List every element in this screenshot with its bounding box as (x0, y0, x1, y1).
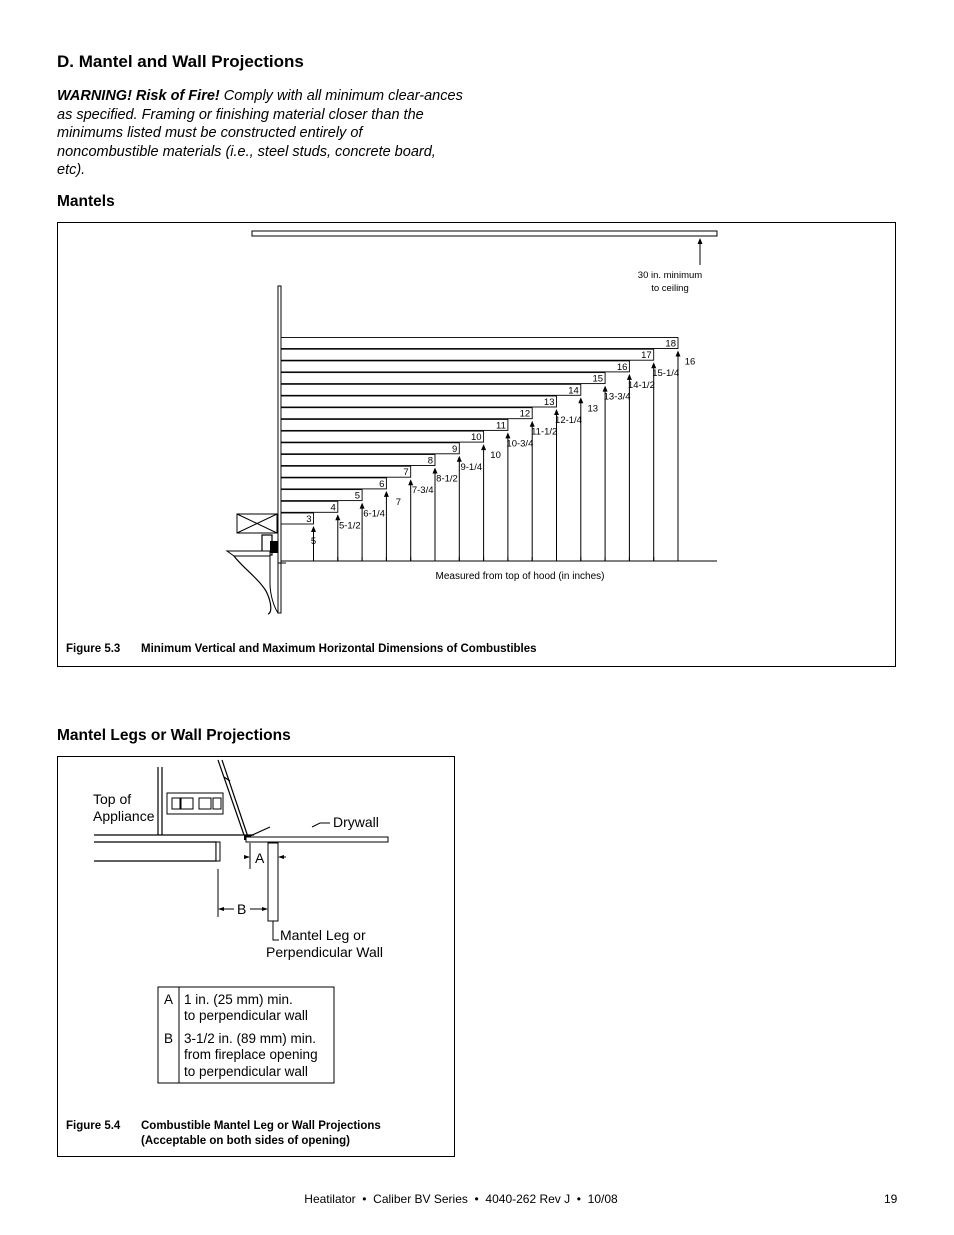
dim-b-label: B (237, 901, 247, 917)
dim-a-label: A (255, 850, 265, 866)
height-label-14: 13 (587, 403, 599, 415)
height-label-9: 9-1/4 (460, 461, 483, 473)
mantel-shelf-9 (281, 443, 459, 454)
table-b-line3: to perpendicular wall (184, 1064, 308, 1079)
mantel-shelf-6 (281, 478, 386, 489)
top-of-appliance-2: Appliance (93, 808, 155, 824)
shelf-depth-label-5: 5 (354, 490, 361, 502)
mantel-shelf-16 (281, 361, 629, 372)
shelf-depth-label-10: 10 (471, 432, 482, 444)
height-arrowhead-3 (311, 526, 316, 532)
mantel-rows (281, 338, 695, 562)
height-label-16: 14-1/2 (627, 379, 655, 391)
page-number: 19 (884, 1192, 898, 1206)
mantel-shelf-14 (281, 384, 581, 395)
height-label-18: 16 (684, 356, 696, 368)
table-key-a: A (164, 992, 174, 1007)
shelf-depth-label-15: 15 (592, 373, 604, 385)
mantel-shelf-12 (281, 408, 532, 419)
height-label-6: 7 (395, 496, 402, 508)
footer-text: Heatilator • Caliber BV Series • 4040-262 Rev J • 10/08 (304, 1192, 618, 1206)
figure-5-3-caption: Minimum Vertical and Maximum Horizontal Dimensions of Combustibles (141, 643, 537, 655)
mantel-shelf-11 (281, 419, 508, 430)
mantel-shelf-8 (281, 455, 435, 466)
height-label-10: 10 (490, 450, 501, 462)
shelf-depth-label-18: 18 (665, 338, 676, 350)
figure-5-3-box (57, 222, 896, 667)
height-label-7: 7-3/4 (411, 485, 434, 497)
mantel-legs-heading: Mantel Legs or Wall Projections (57, 727, 291, 744)
height-label-17: 15-1/4 (652, 368, 680, 380)
shelf-depth-label-7: 7 (403, 467, 409, 479)
figure-5-4-caption-2: (Acceptable on both sides of opening) (141, 1135, 350, 1147)
height-label-12: 11-1/2 (531, 426, 558, 438)
mantel-shelf-15 (281, 373, 605, 384)
mantels-heading: Mantels (57, 193, 115, 210)
ceiling (252, 231, 717, 236)
shelf-depth-label-6: 6 (379, 478, 385, 490)
mantel-clearance-diagram (58, 223, 895, 666)
height-label-3: 5 (310, 536, 317, 547)
mantel-shelf-7 (281, 466, 411, 477)
ceiling-label-1: 30 in. minimum (637, 270, 703, 281)
mantel-shelf-17 (281, 349, 654, 360)
shelf-depth-label-14: 14 (568, 385, 579, 397)
height-label-13: 12-1/4 (555, 415, 582, 426)
figure-5-4-number: Figure 5.4 (66, 1120, 121, 1132)
top-of-appliance-1: Top of (93, 791, 132, 807)
height-arrowhead-6 (384, 491, 389, 497)
mantel-shelf-5 (281, 490, 362, 501)
drywall-label: Drywall (333, 814, 379, 830)
leg-label-1: Mantel Leg or (280, 927, 366, 943)
height-arrowhead-14 (578, 397, 583, 403)
footer-text-wrap (0, 1192, 954, 1206)
shelf-depth-label-12: 12 (519, 408, 531, 420)
shelf-depth-label-16: 16 (616, 361, 628, 373)
warning-label: WARNING! Risk of Fire! (57, 88, 220, 104)
mantel-shelf-10 (281, 431, 484, 442)
table-a-line2: to perpendicular wall (184, 1008, 308, 1023)
height-arrowhead-18 (676, 351, 681, 357)
mantel-shelf-13 (281, 396, 557, 407)
mantel-shelf-18 (281, 338, 678, 349)
height-label-4: 5-1/2 (338, 520, 361, 532)
shelf-depth-label-3: 3 (306, 514, 312, 525)
dim-a-arrow-right (278, 855, 284, 859)
height-label-15: 13-3/4 (603, 391, 631, 403)
dim-b-arrow-right (262, 907, 268, 911)
mantel-shelf-4 (281, 501, 338, 512)
fire-warning (57, 87, 467, 180)
figure-5-3-number: Figure 5.3 (66, 643, 121, 655)
table-a-line1: 1 in. (25 mm) min. (184, 992, 293, 1007)
shelf-depth-label-17: 17 (641, 350, 652, 362)
height-label-11: 10-3/4 (506, 438, 534, 450)
warning-text: Comply with all minimum clear-ances as specified. Framing or finishing material closer than the minimums listed must be constructed entirely of noncombustible materials (i.e., steel studs, concrete board, etc). (57, 88, 463, 179)
figure-5-4-caption-1: Combustible Mantel Leg or Wall Projections (141, 1120, 381, 1132)
fireplace-hood (227, 514, 286, 614)
figure-5-4-box (57, 756, 455, 1157)
mantel-leg-diagram (58, 757, 454, 1156)
height-arrowhead-10 (481, 444, 486, 450)
shelf-depth-label-4: 4 (330, 502, 336, 514)
drywall-leader (312, 823, 330, 827)
dim-a-arrow-left (244, 855, 250, 859)
table-key-b: B (164, 1031, 174, 1046)
table-b-line1: 3-1/2 in. (89 mm) min. (184, 1031, 317, 1046)
height-label-5: 6-1/4 (363, 508, 385, 520)
shelf-depth-label-11: 11 (496, 420, 506, 432)
ceiling-arrowhead (698, 238, 703, 244)
wall (278, 286, 281, 613)
drywall (246, 837, 388, 842)
ceiling-label-2: to ceiling (651, 283, 689, 294)
leg-label-2: Perpendicular Wall (266, 944, 383, 960)
height-label-8: 8-1/2 (436, 473, 458, 485)
mantel-leg (268, 843, 278, 921)
dim-b-arrow-left (218, 907, 224, 911)
leg-leader (273, 921, 279, 940)
shelf-depth-label-13: 13 (543, 397, 555, 408)
baseline-label: Measured from top of hood (in inches) (435, 571, 605, 582)
shelf-depth-label-8: 8 (427, 455, 433, 467)
table-b-line2: from fireplace opening (184, 1047, 318, 1062)
section-title: D. Mantel and Wall Projections (57, 52, 304, 71)
shelf-depth-label-9: 9 (452, 443, 458, 455)
